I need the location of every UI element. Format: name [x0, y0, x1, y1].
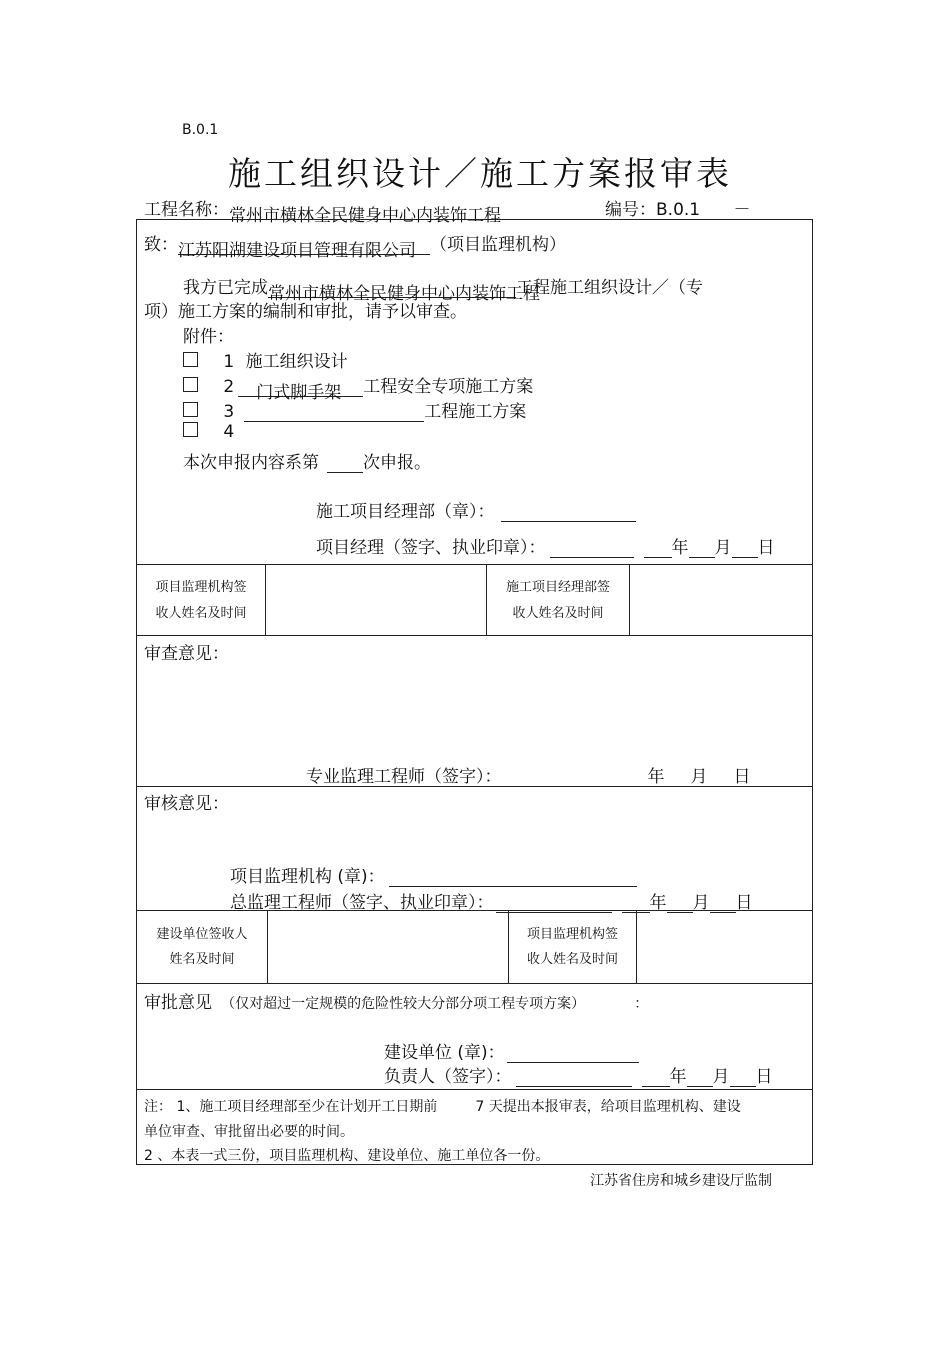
item-2-text: 工程安全专项施工方案 [363, 377, 534, 397]
checkbox-4[interactable] [183, 422, 198, 437]
project-name-row [144, 195, 599, 226]
divider-5 [136, 983, 813, 984]
review-sign-field[interactable] [506, 768, 602, 787]
number-label: 编号： [605, 200, 656, 220]
body-project-field[interactable] [268, 279, 540, 304]
dept-seal-line [316, 497, 636, 522]
receipt1-right-line2: 收人姓名及时间 [512, 606, 604, 621]
audit-month-label: 月 [692, 893, 710, 913]
number-dash: － [733, 200, 751, 220]
approval-unit-line [384, 1038, 639, 1063]
audit-chief-field[interactable] [496, 894, 612, 913]
audit-chief-label: 总监理工程师（签字、执业印章）： [230, 893, 494, 913]
approval-note: （仅对超过一定规模的危险性较大分部分项工程专项方案） [221, 996, 586, 1012]
project-name-field[interactable] [229, 201, 599, 226]
item-3-fill-field[interactable] [244, 403, 424, 422]
audit-org-line [230, 862, 637, 887]
checkbox-3[interactable] [183, 402, 198, 417]
body-line-1 [183, 273, 703, 304]
attachment-item-1 [183, 347, 348, 372]
project-name-value: 常州市横林全民健身中心内装饰工程 [229, 206, 501, 226]
audit-year-label: 年 [649, 893, 667, 913]
divider-2 [136, 635, 813, 636]
item-2-fill-field[interactable] [238, 378, 363, 403]
audit-label: 审核意见： [144, 794, 229, 814]
review-year-label: 年 [647, 767, 665, 787]
submit-count-field[interactable] [327, 454, 363, 473]
receipt1-left-value-cell[interactable] [266, 565, 486, 635]
manager-sign-field[interactable] [550, 539, 634, 558]
receipt2-right-line1: 项目监理机构签 [526, 927, 618, 942]
approval-year-field[interactable] [642, 1068, 670, 1087]
receipt2-left-value-cell[interactable] [268, 911, 508, 983]
dept-seal-field[interactable] [501, 503, 636, 522]
year-label: 年 [671, 538, 689, 558]
attachment-item-4 [183, 422, 234, 442]
divider-6 [136, 1089, 813, 1090]
approval-label: 审批意见 [144, 993, 212, 1013]
review-month-field[interactable] [665, 768, 691, 787]
item-1-text: 施工组织设计 [245, 352, 348, 372]
attachments-label: 附件： [183, 327, 234, 347]
project-label: 工程名称： [144, 200, 229, 220]
body-project-value: 常州市横林全民健身中心内装饰工程 [268, 284, 540, 304]
number-field-1[interactable] [700, 201, 728, 220]
approval-header [144, 988, 648, 1013]
approval-month-label: 月 [712, 1067, 730, 1087]
item-4-no: 4 [223, 422, 235, 442]
manager-day-field[interactable] [732, 539, 758, 558]
approval-colon: ： [634, 996, 649, 1012]
footer-issuer: 江苏省住房和城乡建设厅监制 [590, 1173, 772, 1189]
body-text-b: 工程施工组织设计／（专 [516, 278, 703, 298]
approval-person-line [384, 1062, 773, 1087]
receipt1-right-label [487, 575, 629, 627]
item-1-no: 1 [223, 352, 235, 372]
review-day-label: 日 [733, 767, 751, 787]
table-right-border [812, 219, 813, 1164]
audit-org-label: 项目监理机构 (章)： [230, 867, 385, 887]
checkbox-2[interactable] [183, 377, 198, 392]
body-text-a: 我方已完成 [183, 278, 268, 298]
receipt2-left-label [137, 922, 267, 972]
dept-label: 施工项目经理部（章）： [316, 502, 495, 522]
to-line [144, 230, 566, 261]
number-row [605, 195, 806, 220]
approval-day-label: 日 [755, 1067, 773, 1087]
note-line-1-b: 7 天提出本报审表，给项目监理机构、建设 [475, 1099, 741, 1115]
receipt2-left-line2: 姓名及时间 [169, 952, 235, 967]
review-year-field[interactable] [620, 768, 648, 787]
table-top-border [136, 219, 813, 220]
approval-day-field[interactable] [730, 1068, 756, 1087]
note-line-3: 2 、本表一式三份，项目监理机构、建设单位、施工单位各一份。 [144, 1148, 550, 1164]
form-title: 施工组织设计／施工方案报审表 [228, 154, 732, 193]
review-label: 审查意见： [144, 644, 229, 664]
manager-sign-line [316, 533, 775, 558]
submit-count-line [183, 448, 431, 473]
body-line-2: 项）施工方案的编制和审批，请予以审查。 [144, 302, 467, 322]
approval-year-label: 年 [669, 1067, 687, 1087]
to-org-field[interactable] [178, 236, 430, 261]
to-label: 致： [144, 235, 178, 255]
receipt1-right-line1: 施工项目经理部签 [505, 580, 610, 595]
review-day-field[interactable] [708, 768, 734, 787]
day-label: 日 [757, 538, 775, 558]
to-org-value: 江苏阳湖建设项目管理有限公司 [178, 241, 416, 261]
review-engineer-label: 专业监理工程师（签字）： [306, 767, 502, 787]
receipt2-left-line1: 建设单位签收人 [156, 927, 248, 942]
item-3-text: 工程施工方案 [424, 402, 527, 422]
audit-chief-line [230, 888, 753, 913]
manager-year-field[interactable] [644, 539, 672, 558]
to-suffix: （项目监理机构） [430, 235, 566, 255]
attachment-item-3 [183, 397, 526, 422]
submit-text-b: 次申报。 [363, 453, 431, 473]
note-line-2: 单位审查、审批留出必要的时间。 [144, 1124, 354, 1140]
submit-text-a: 本次申报内容系第 [183, 453, 319, 473]
approval-person-field[interactable] [516, 1068, 632, 1087]
approval-unit-field[interactable] [507, 1044, 639, 1063]
audit-day-label: 日 [735, 893, 753, 913]
receipt1-left-label [137, 575, 265, 627]
review-month-label: 月 [690, 767, 708, 787]
attachment-item-2 [183, 372, 534, 403]
form-code: B.0.1 [182, 122, 219, 138]
note-line-1 [144, 1096, 741, 1116]
review-sign-line [306, 762, 751, 787]
month-label: 月 [714, 538, 732, 558]
approval-person-label: 负责人（签字）： [384, 1067, 512, 1087]
number-field-2[interactable] [751, 201, 806, 220]
receipt1-left-line2: 收人姓名及时间 [155, 606, 247, 621]
number-prefix: B.0.1 [656, 200, 701, 220]
manager-label: 项目经理（签字、执业印章）： [316, 538, 546, 558]
receipt2-right-line2: 收人姓名及时间 [526, 952, 618, 967]
receipt2-right-label [509, 922, 636, 972]
item-2-no: 2 [223, 377, 235, 397]
receipt2-right-value-cell[interactable] [637, 911, 812, 983]
audit-org-field[interactable] [389, 868, 637, 887]
approval-unit-label: 建设单位 (章)： [384, 1043, 505, 1063]
table-left-border [136, 219, 137, 1164]
receipt1-right-value-cell[interactable] [630, 565, 812, 635]
checkbox-1[interactable] [183, 352, 198, 367]
receipt1-left-line1: 项目监理机构签 [155, 580, 247, 595]
note-line-1-a: 注： 1、施工项目经理部至少在计划开工日期前 [144, 1099, 438, 1115]
item-2-fill-value: 门式脚手架 [256, 383, 342, 403]
item-3-no: 3 [223, 402, 235, 422]
approval-month-field[interactable] [687, 1068, 713, 1087]
manager-month-field[interactable] [689, 539, 715, 558]
